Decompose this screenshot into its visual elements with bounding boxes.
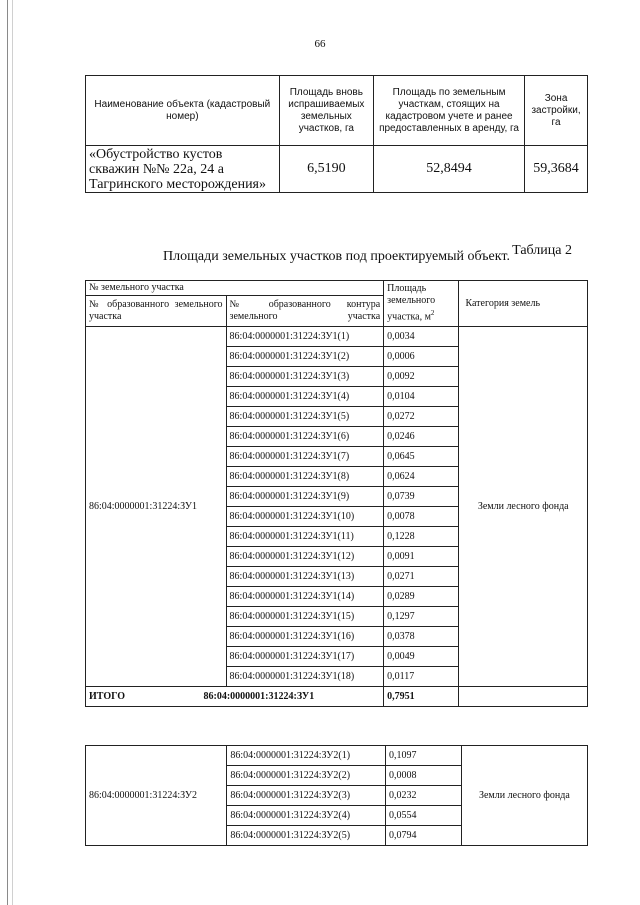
contour-number: 86:04:0000001:31224:ЗУ2(1) bbox=[227, 746, 386, 766]
total-cell bbox=[86, 687, 384, 707]
contour-number: 86:04:0000001:31224:ЗУ1(16) bbox=[226, 627, 384, 647]
land-plots-table-continued bbox=[85, 745, 588, 846]
contour-area: 0,1228 bbox=[384, 527, 459, 547]
table-header-row bbox=[86, 76, 588, 146]
area-new: 6,5190 bbox=[279, 146, 373, 193]
contour-number: 86:04:0000001:31224:ЗУ1(15) bbox=[226, 607, 384, 627]
page-number: 66 bbox=[314, 38, 326, 50]
header-object-name: Наименование объекта (кадастровый номер) bbox=[86, 76, 280, 146]
table-row bbox=[86, 746, 588, 766]
contour-area: 0,0092 bbox=[384, 367, 459, 387]
total-plot: 86:04:0000001:31224:ЗУ1 bbox=[203, 690, 315, 702]
contour-area: 0,0078 bbox=[384, 507, 459, 527]
plot-number: 86:04:0000001:31224:ЗУ2 bbox=[86, 746, 227, 846]
header-existing-area: Площадь по земельным участкам, стоящих на кадастровом учете и ранее предоставленных в аренду, га bbox=[374, 76, 525, 146]
contour-number: 86:04:0000001:31224:ЗУ1(13) bbox=[226, 567, 384, 587]
table-title: Площади земельных участков под проектируемый объект. bbox=[163, 249, 510, 264]
table-caption: Таблица 2 bbox=[512, 243, 572, 258]
contour-number: 86:04:0000001:31224:ЗУ1(3) bbox=[226, 367, 384, 387]
table-header-row bbox=[86, 281, 588, 296]
contour-number: 86:04:0000001:31224:ЗУ1(12) bbox=[226, 547, 384, 567]
total-area: 0,7951 bbox=[384, 687, 459, 707]
contour-area: 0,0554 bbox=[385, 806, 461, 826]
land-plots-body bbox=[86, 327, 588, 687]
contour-area: 0,0246 bbox=[384, 427, 459, 447]
contour-area: 0,0645 bbox=[384, 447, 459, 467]
header-zone: Зона застройки, га bbox=[525, 76, 588, 146]
contour-area: 0,0289 bbox=[384, 587, 459, 607]
contour-number: 86:04:0000001:31224:ЗУ2(3) bbox=[227, 786, 386, 806]
contour-number: 86:04:0000001:31224:ЗУ1(11) bbox=[226, 527, 384, 547]
contour-number: 86:04:0000001:31224:ЗУ2(4) bbox=[227, 806, 386, 826]
contour-area: 0,0739 bbox=[384, 487, 459, 507]
contour-number: 86:04:0000001:31224:ЗУ1(2) bbox=[226, 347, 384, 367]
contour-area: 0,0034 bbox=[384, 327, 459, 347]
land-plots-body-continued bbox=[86, 746, 588, 846]
contour-area: 0,0378 bbox=[384, 627, 459, 647]
contour-area: 0,0049 bbox=[384, 647, 459, 667]
contour-number: 86:04:0000001:31224:ЗУ1(1) bbox=[226, 327, 384, 347]
contour-area: 0,0232 bbox=[385, 786, 461, 806]
header-category: Категория земель bbox=[459, 281, 588, 327]
header-formed-plot: № образованного земельного участка bbox=[86, 296, 227, 327]
land-category: Земли лесного фонда bbox=[461, 746, 587, 846]
table-row bbox=[86, 146, 588, 193]
land-category: Земли лесного фонда bbox=[459, 327, 588, 687]
land-plots-table bbox=[85, 280, 588, 707]
plot-number: 86:04:0000001:31224:ЗУ1 bbox=[86, 327, 227, 687]
contour-number: 86:04:0000001:31224:ЗУ1(17) bbox=[226, 647, 384, 667]
contour-area: 0,0794 bbox=[385, 826, 461, 846]
contour-number: 86:04:0000001:31224:ЗУ1(6) bbox=[226, 427, 384, 447]
contour-number: 86:04:0000001:31224:ЗУ1(7) bbox=[226, 447, 384, 467]
table-row bbox=[86, 327, 588, 347]
contour-area: 0,0008 bbox=[385, 766, 461, 786]
header-area-unit-power: 2 bbox=[430, 309, 435, 318]
area-existing: 52,8494 bbox=[374, 146, 525, 193]
contour-area: 0,1097 bbox=[385, 746, 461, 766]
contour-area: 0,0117 bbox=[384, 667, 459, 687]
contour-number: 86:04:0000001:31224:ЗУ1(18) bbox=[226, 667, 384, 687]
contour-number: 86:04:0000001:31224:ЗУ1(10) bbox=[226, 507, 384, 527]
contour-area: 0,0271 bbox=[384, 567, 459, 587]
zone-area: 59,3684 bbox=[525, 146, 588, 193]
total-label: ИТОГО bbox=[89, 690, 125, 702]
binding-edge-line bbox=[7, 0, 8, 905]
header-new-area: Площадь вновь испрашиваемых земельных участков, га bbox=[279, 76, 373, 146]
header-area bbox=[384, 281, 459, 327]
object-area-table bbox=[85, 75, 588, 193]
contour-area: 0,0006 bbox=[384, 347, 459, 367]
object-name: «Обустройство кустов скважин №№ 22а, 24 а Тагринского месторождения» bbox=[86, 146, 280, 193]
contour-number: 86:04:0000001:31224:ЗУ1(4) bbox=[226, 387, 384, 407]
header-plot-number: № земельного участка bbox=[86, 281, 384, 296]
contour-area: 0,0091 bbox=[384, 547, 459, 567]
contour-area: 0,0272 bbox=[384, 407, 459, 427]
contour-number: 86:04:0000001:31224:ЗУ2(5) bbox=[227, 826, 386, 846]
contour-number: 86:04:0000001:31224:ЗУ1(9) bbox=[226, 487, 384, 507]
total-row bbox=[86, 687, 588, 707]
contour-number: 86:04:0000001:31224:ЗУ1(14) bbox=[226, 587, 384, 607]
header-area-text: Площадь земельного участка, м bbox=[387, 283, 436, 323]
header-formed-contour: № образованного контура земельного участка bbox=[226, 296, 384, 327]
contour-area: 0,0624 bbox=[384, 467, 459, 487]
contour-number: 86:04:0000001:31224:ЗУ1(8) bbox=[226, 467, 384, 487]
contour-area: 0,0104 bbox=[384, 387, 459, 407]
contour-number: 86:04:0000001:31224:ЗУ2(2) bbox=[227, 766, 386, 786]
total-category-empty bbox=[459, 687, 588, 707]
binding-edge-line-secondary bbox=[12, 0, 13, 905]
contour-number: 86:04:0000001:31224:ЗУ1(5) bbox=[226, 407, 384, 427]
contour-area: 0,1297 bbox=[384, 607, 459, 627]
